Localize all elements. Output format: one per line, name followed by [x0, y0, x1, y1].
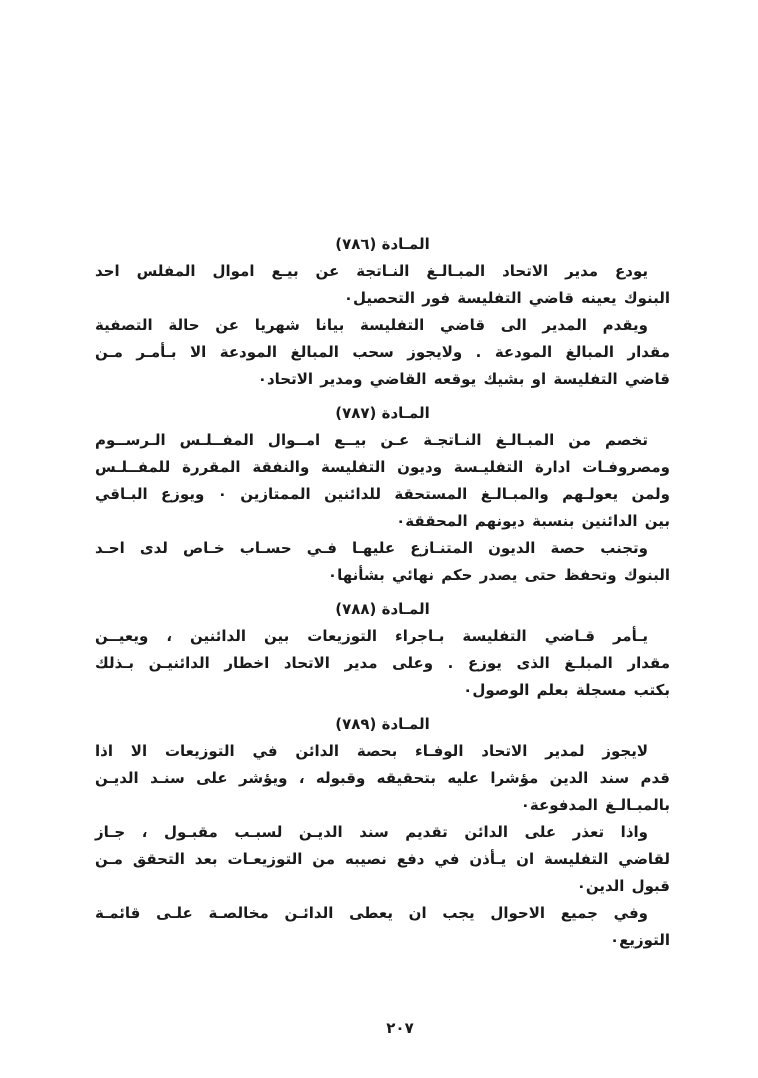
text-line: لقاضي التفليسة ان يـأذن في دفع نصيبه من التوزيعـات بعد التحقق مـن — [95, 850, 670, 868]
text-line: بين الدائنين بنسبة ديونهم المحققة٠ — [396, 512, 670, 530]
text-line: قبول الدين٠ — [576, 877, 670, 895]
text-line: البنوك يعينه قاضي التفليسة فور التحصيل٠ — [343, 289, 670, 307]
text-line: قدم سند الدين مؤشرا عليه بتحقيقه وقبوله ، ويؤشر على سنـد الديـن — [95, 769, 670, 787]
article-788-title: المـادة (٧٨٨) — [335, 600, 430, 618]
text-line: ويقدم المدير الى قاضي التفليسة بيانا شهريا عن حالة التصفية — [95, 316, 648, 334]
text-line: يـأمر قـاضي التفليسة بـاجراء التوزيعات بين الدائنين ، ويعيــن — [95, 627, 648, 645]
text-line: ولمن يعولـهم والمبـالـغ المستحقة للدائنين الممتازين ٠ ويوزع البـاقي — [95, 485, 670, 503]
text-line: تخصم من المبـالـغ النـاتجـة عـن بيــع امــوال المفــلـس الـرســوم — [95, 431, 648, 449]
article-786 — [95, 231, 670, 393]
article-787-title: المـادة (٧٨٧) — [335, 404, 430, 422]
article-786-title: المـادة (٧٨٦) — [335, 235, 430, 253]
text-line: قاضي التفليسة او بشيك يوقعه القاضي ومدير الاتحاد٠ — [257, 370, 670, 388]
text-line: واذا تعذر على الدائن تقديم سند الديـن لسبـب مقبـول ، جـاز — [95, 823, 648, 841]
text-line: البنوك وتحفظ حتى يصدر حكم نهائي بشأنها٠ — [327, 566, 670, 584]
text-line: التوزيع٠ — [610, 931, 670, 949]
page-number: ٢٠٧ — [386, 1019, 414, 1037]
article-789 — [95, 711, 670, 954]
article-787 — [95, 400, 670, 589]
text-line: بكتب مسجلة بعلم الوصول٠ — [463, 681, 670, 699]
text-line: وفي جميع الاحوال يجب ان يعطى الدائـن مخالصـة علـى قائمـة — [95, 904, 648, 922]
text-line: مقدار المبلـغ الذى يوزع . وعلى مدير الاتحاد اخطار الدائنيـن بـذلك — [95, 654, 670, 672]
text-line: ومصروفـات ادارة التفليـسة وديون التفليسة والنفقة المقررة للمفــلـس — [95, 458, 670, 476]
text-line: لايجوز لمدير الاتحاد الوفـاء بحصة الدائن في التوزيعات الا اذا — [95, 742, 648, 760]
article-788 — [95, 596, 670, 704]
law-text-block — [95, 231, 670, 954]
article-789-title: المـادة (٧٨٩) — [335, 715, 430, 733]
text-line: يودع مدير الاتحاد المبـالـغ النـاتجة عن بيـع اموال المفلس احد — [95, 262, 648, 280]
text-line: مقدار المبالغ المودعة . ولايجوز سحب المبالغ المودعة الا بـأمـر مـن — [95, 343, 670, 361]
text-line: وتجنب حصة الديون المتنـازع عليهـا فـي حسـاب خـاص لدى احـد — [95, 539, 648, 557]
text-line: بالمبـالـغ المدفوعة٠ — [520, 796, 670, 814]
